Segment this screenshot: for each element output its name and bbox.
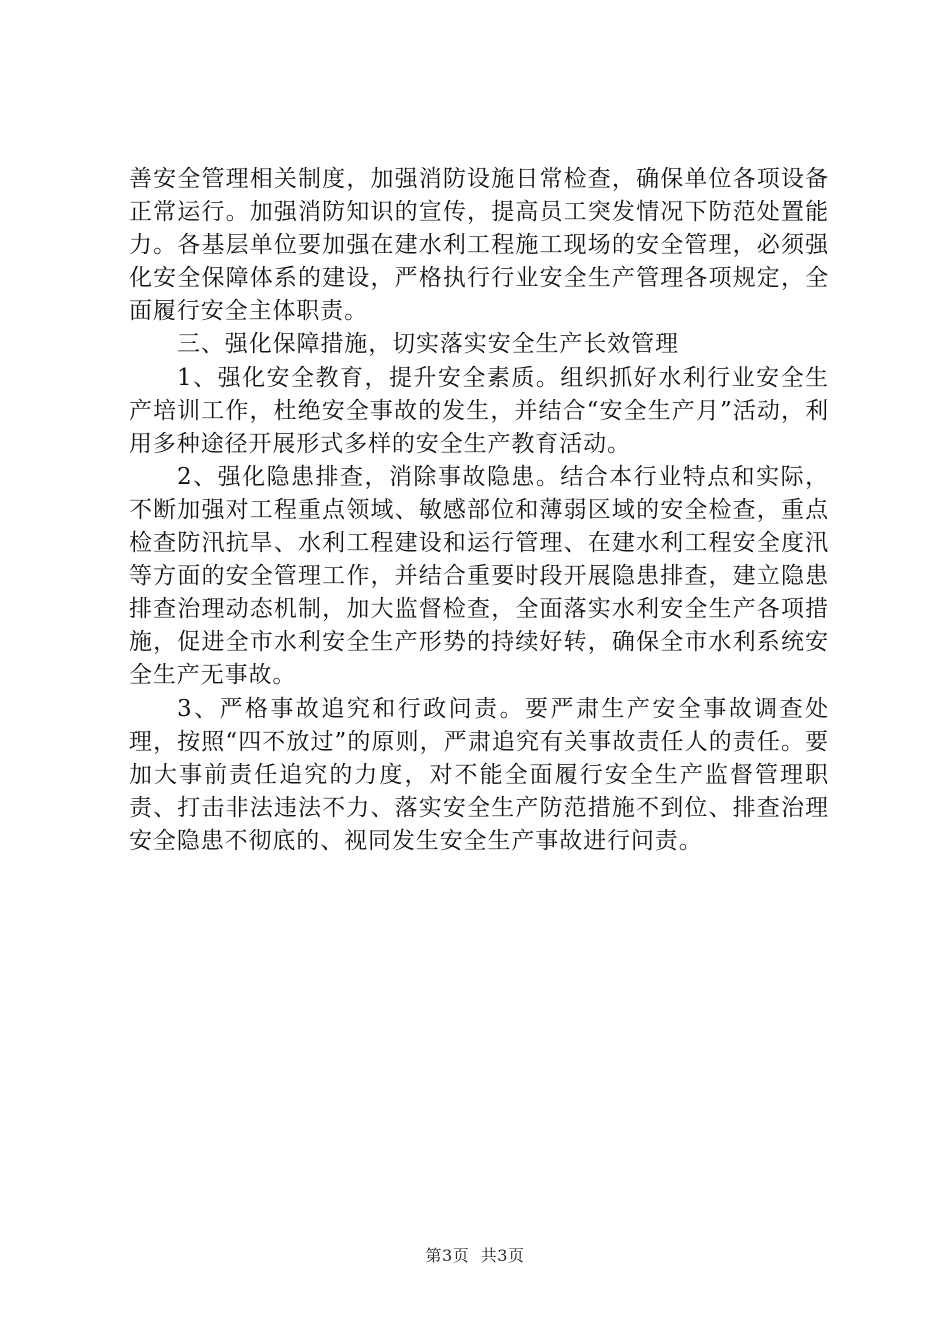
page-number: 第3页 (425, 1246, 470, 1265)
page-footer (0, 1243, 950, 1266)
list-item-hazard-inspection: 2、强化隐患排查，消除事故隐患。结合本行业特点和实际，不断加强对工程重点领域、敏感部位和薄弱区域的安全检查，重点检查防汛抗旱、水利工程建设和运行管理、在建水利工程安全度汛等方面的安全管理工作，并结合重要时段开展隐患排查，建立隐患排查治理动态机制，加大监督检查，全面落实水利安全生产各项措施，促进全市水利安全生产形势的持续好转，确保全市水利系统安全生产无事故。 (129, 463, 829, 689)
list-item-accountability: 3、严格事故追究和行政问责。要严肃生产安全事故调查处理，按照“四不放过”的原则，严肃追究有关事故责任人的责任。要加大事前责任追究的力度，对不能全面履行安全生产监督管理职责、打击非法违法不力、落实安全生产防范措施不到位、排查治理安全隐患不彻底的、视同发生安全生产事故进行问责。 (129, 695, 829, 854)
document-body (129, 163, 829, 858)
page-total: 共3页 (480, 1246, 525, 1265)
section-heading: 三、强化保障措施，切实落实安全生产长效管理 (177, 331, 679, 358)
continuation-paragraph: 善安全管理相关制度，加强消防设施日常检查，确保单位各项设备正常运行。加强消防知识的宣传，提高员工突发情况下防范处置能力。各基层单位要加强在建水利工程施工现场的安全管理，必须强化安全保障体系的建设，严格执行行业安全生产管理各项规定，全面履行安全主体职责。 (129, 166, 829, 325)
list-item-safety-education: 1、强化安全教育，提升安全素质。组织抓好水利行业安全生产培训工作，杜绝安全事故的发生，并结合“安全生产月”活动，利用多种途径开展形式多样的安全生产教育活动。 (129, 364, 829, 457)
